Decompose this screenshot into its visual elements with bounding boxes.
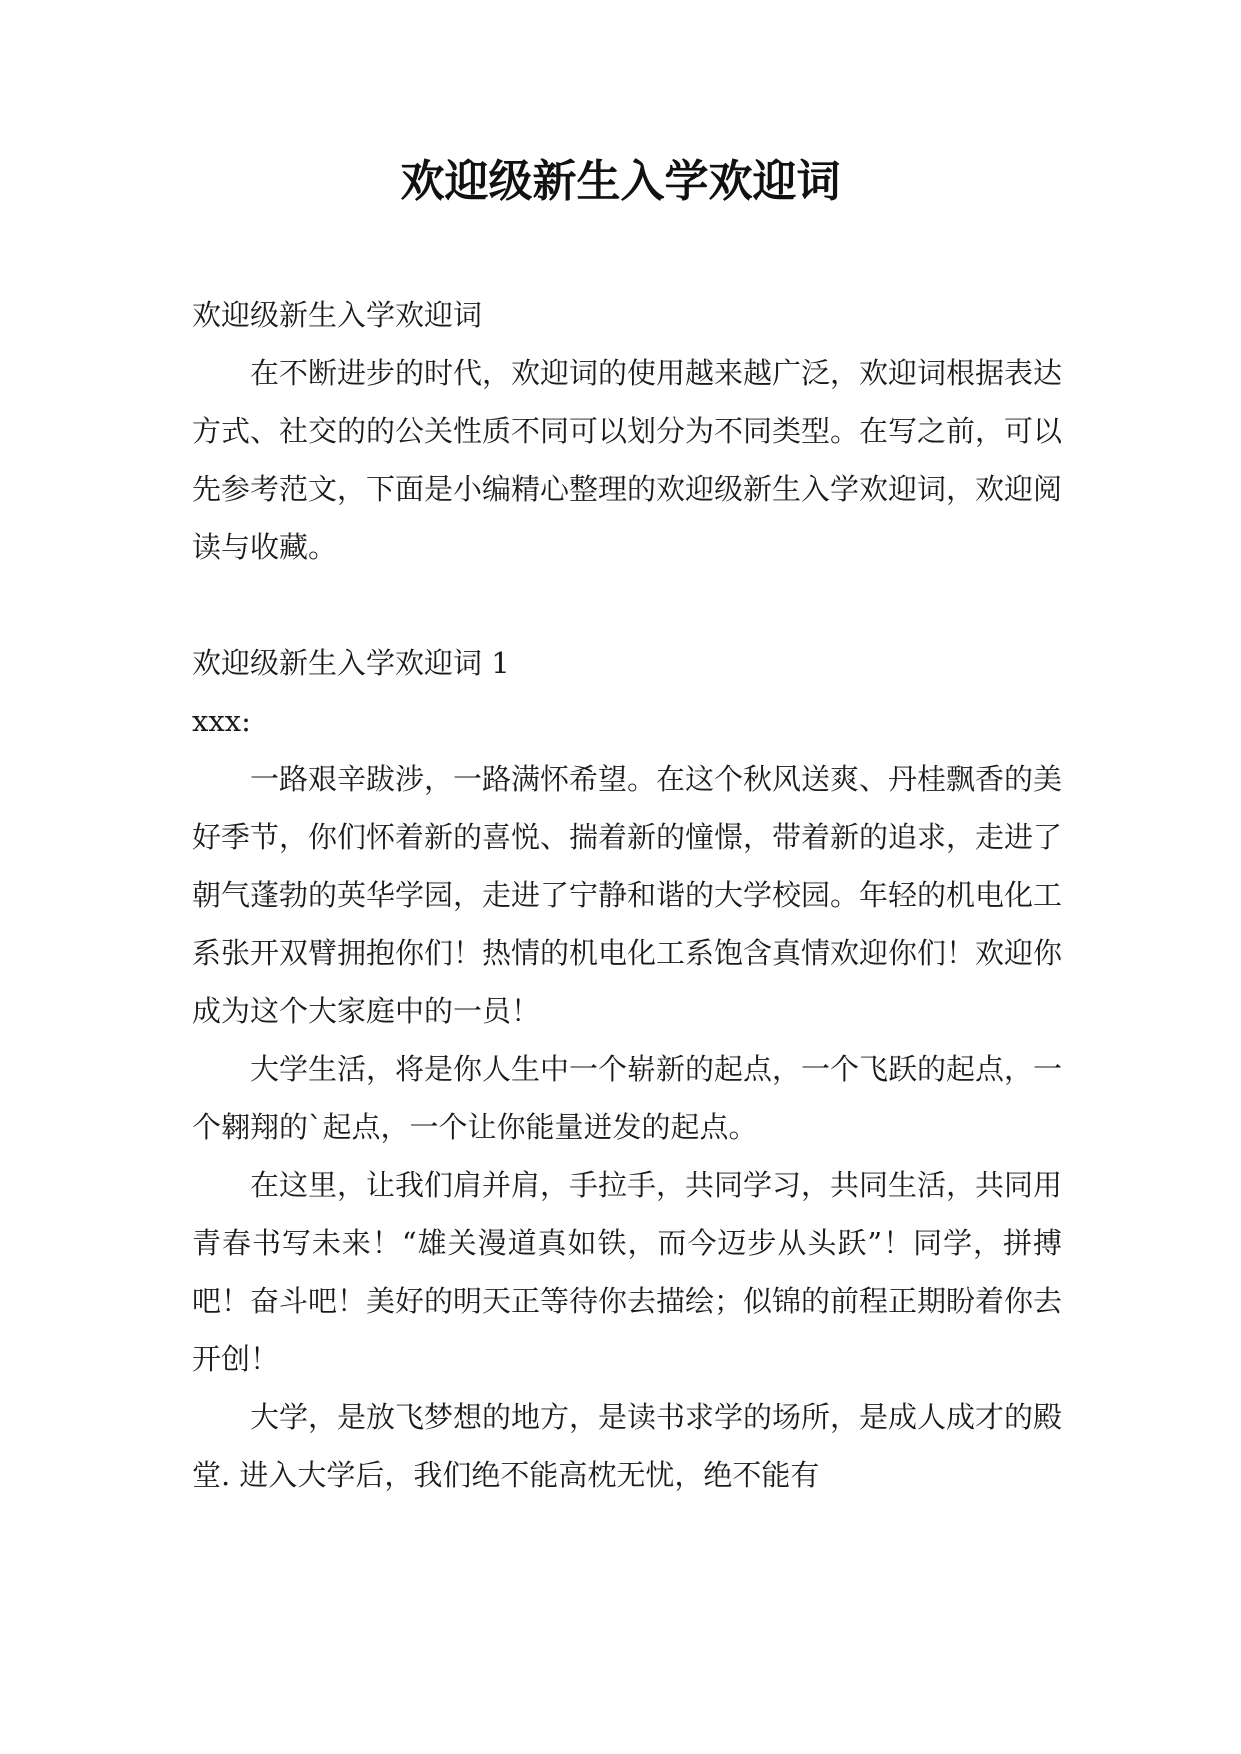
section-spacer bbox=[192, 576, 1062, 634]
body-paragraph-2: 大学生活，将是你人生中一个崭新的起点，一个飞跃的起点，一个翱翔的`起点，一个让你能量迸发的起点。 bbox=[192, 1052, 1063, 1144]
body-paragraph-3: 在这里，让我们肩并肩，手拉手，共同学习，共同生活，共同用青春书写未来！“雄关漫道真如铁，而今迈步从头跃”！同学，拼搏吧！奋斗吧！美好的明天正等待你去描绘；似锦的前程正期盼着你去开创！ bbox=[192, 1168, 1063, 1376]
document-title: 欢迎级新生入学欢迎词 bbox=[400, 156, 841, 207]
section-heading: 欢迎级新生入学欢迎词 1 bbox=[192, 646, 510, 680]
body-paragraph-1: 一路艰辛跋涉，一路满怀希望。在这个秋风送爽、丹桂飘香的美好季节，你们怀着新的喜悦、揣着新的憧憬，带着新的追求，走进了朝气蓬勃的英华学园，走进了宁静和谐的大学校园。年轻的机电化工系张开双臂拥抱你们！热情的机电化工系饱含真情欢迎你们！欢迎你成为这个大家庭中的一员！ bbox=[192, 762, 1063, 1028]
salutation: xxx: bbox=[192, 704, 251, 738]
document-body bbox=[192, 286, 1062, 1504]
document-subtitle: 欢迎级新生入学欢迎词 bbox=[192, 298, 483, 332]
body-paragraph-4: 大学，是放飞梦想的地方，是读书求学的场所，是成人成才的殿堂. 进入大学后，我们绝不能高枕无忧，绝不能有 bbox=[192, 1400, 1063, 1492]
intro-paragraph: 在不断进步的时代，欢迎词的使用越来越广泛，欢迎词根据表达方式、社交的的公关性质不同可以划分为不同类型。在写之前，可以先参考范文，下面是小编精心整理的欢迎级新生入学欢迎词，欢迎阅读与收藏。 bbox=[192, 356, 1063, 564]
